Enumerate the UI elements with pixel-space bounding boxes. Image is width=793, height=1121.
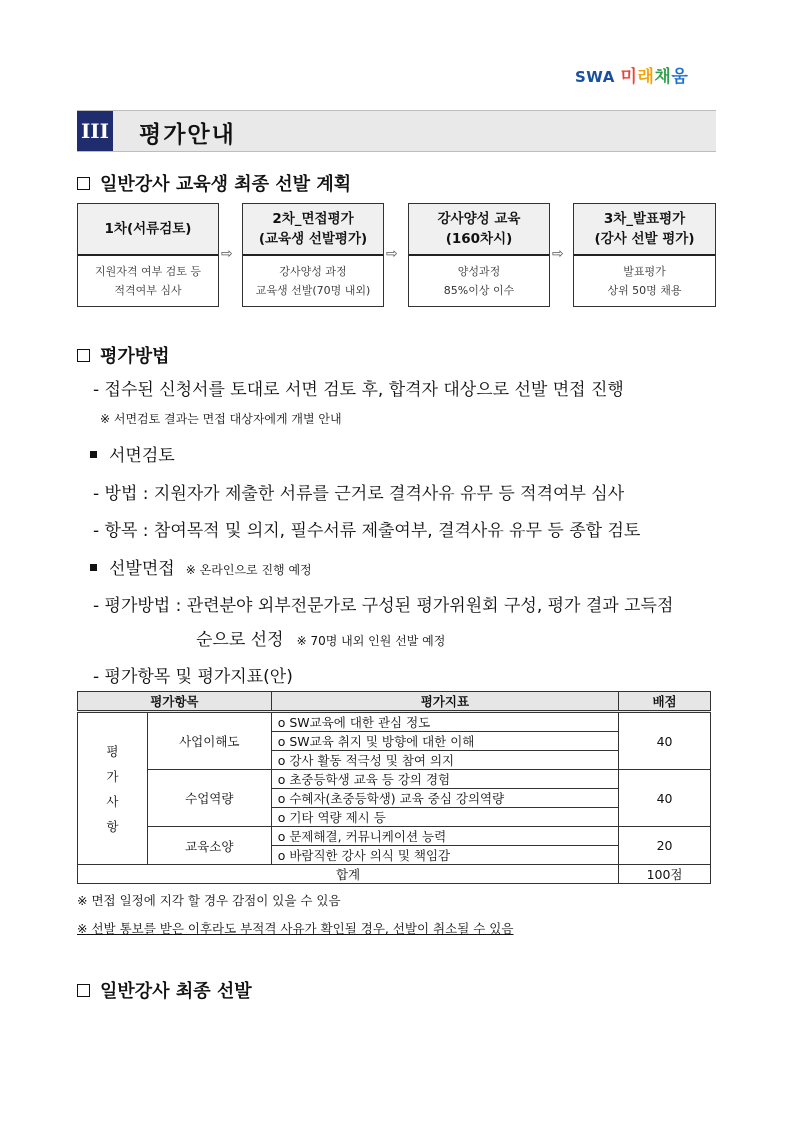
method-note: ※ 서면검토 결과는 면접 대상자에게 개별 안내 [100,412,342,426]
heading-final-selection: 일반강사 최종 선발 [77,977,252,1003]
square-bullet-icon [77,984,90,997]
note-cancellation: ※ 선발 통보를 받은 이후라도 부적격 사유가 확인될 경우, 선발이 취소될 수 있음 [77,921,514,936]
section-title: 평가안내 [139,122,236,148]
interview-method: - 평가방법 : 관련분야 외부전문가로 구성된 평가위원회 구성, 평가 결과 고득점 [93,596,674,616]
table-header: 평가지표 [271,692,618,712]
group-score: 40 [619,712,711,770]
doc-review-title: 서면검토 [90,441,175,466]
section-header [77,110,716,152]
filled-square-icon [90,564,97,571]
flow-step-2: 2차_면접평가 (교육생 선발평가) 강사양성 과정 교육생 선발(70명 내외) [242,203,384,307]
square-bullet-icon [77,177,90,190]
table-intro: - 평가항목 및 평가지표(안) [93,667,293,687]
total-label: 합계 [78,865,619,884]
flow-step-3: 강사양성 교육 (160차시) 양성과정 85%이상 이수 [408,203,550,307]
indicator-item: o 초중등학생 교육 등 강의 경험 [271,770,618,789]
indicator-item: o SW교육 취지 및 방향에 대한 이해 [271,732,618,751]
evaluation-table [77,691,711,884]
indicator-item: o 문제해결, 커뮤니케이션 능력 [271,827,618,846]
table-row [78,712,711,732]
group-score: 40 [619,770,711,827]
doc-review-method: - 방법 : 지원자가 제출한 서류를 근거로 결격사유 유무 등 적격여부 심사 [93,484,625,504]
table-row [78,770,711,789]
table-header: 배점 [619,692,711,712]
arrow-right-icon: ⇨ [221,246,233,262]
group-name: 사업이해도 [147,712,271,770]
arrow-right-icon: ⇨ [386,246,398,262]
table-header-row [78,692,711,712]
group-name: 교육소양 [147,827,271,865]
group-name: 수업역량 [147,770,271,827]
section-number: III [77,111,113,151]
doc-review-items: - 항목 : 참여목적 및 의지, 필수서류 제출여부, 결격사유 유무 등 종합 검토 [93,521,641,541]
group-score: 20 [619,827,711,865]
interview-title: 선발면접 ※ 온라인으로 진행 예정 [90,554,312,579]
indicator-item: o 강사 활동 적극성 및 참여 의지 [271,751,618,770]
total-score: 100점 [619,865,711,884]
category-cell: 평 가 사 항 [78,712,148,865]
table-header: 평가항목 [78,692,272,712]
indicator-item: o SW교육에 대한 관심 정도 [271,712,618,732]
indicator-item: o 기타 역량 제시 등 [271,808,618,827]
filled-square-icon [90,451,97,458]
flow-step-4: 3차_발표평가 (강사 선발 평가) 발표평가 상위 50명 채용 [573,203,716,307]
note-late: ※ 면접 일정에 지각 할 경우 감점이 있을 수 있음 [77,893,341,908]
indicator-item: o 바람직한 강사 의식 및 책임감 [271,846,618,865]
arrow-right-icon: ⇨ [552,246,564,262]
table-row [78,827,711,846]
heading-evaluation-method: 평가방법 [77,342,170,368]
method-summary: - 접수된 신청서를 토대로 서면 검토 후, 합격자 대상으로 선발 면접 진행 [93,380,624,400]
interview-method-cont: 순으로 선정 ※ 70명 내외 인원 선발 예정 [196,630,446,650]
indicator-item: o 수혜자(초중등학생) 교육 중심 강의역량 [271,789,618,808]
flow-step-1: 1차(서류검토) 지원자격 여부 검토 등 적격여부 심사 [77,203,219,307]
table-total-row [78,865,711,884]
brand-logo: SWA 미래채움 [575,67,689,87]
heading-selection-plan: 일반강사 교육생 최종 선발 계획 [77,170,351,196]
square-bullet-icon [77,349,90,362]
